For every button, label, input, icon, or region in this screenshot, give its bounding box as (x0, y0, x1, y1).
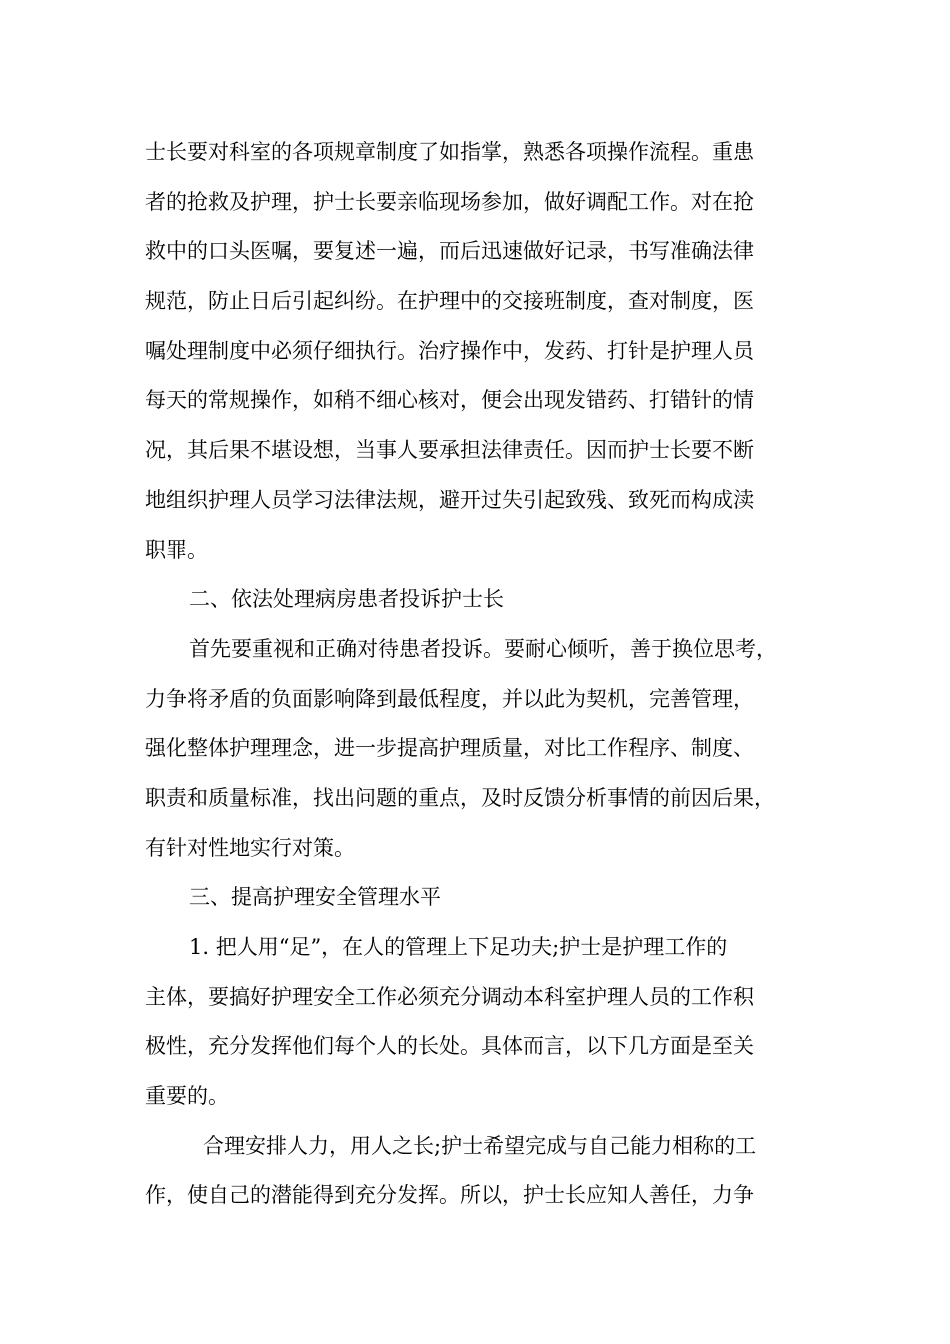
text-line: 规范，防止日后引起纠纷。在护理中的交接班制度，查对制度，医 (145, 289, 754, 314)
text-line: 合理安排人力，用人之长;护士希望完成与自己能力相称的工 (203, 1133, 757, 1158)
text-line: 职责和质量标准，找出问题的重点，及时反馈分析事情的前因后果， (145, 785, 775, 810)
text-line: 职罪。 (145, 537, 208, 562)
section-heading: 三、提高护理安全管理水平 (189, 885, 441, 910)
text-line: 力争将矛盾的负面影响降到最低程度，并以此为契机，完善管理， (145, 686, 754, 711)
text-line: 士长要对科室的各项规章制度了如指掌，熟悉各项操作流程。重患 (145, 140, 754, 164)
text-line: 况，其后果不堪设想，当事人要承担法律责任。因而护士长要不断 (145, 438, 754, 463)
text-line: 作，使自己的潜能得到充分发挥。所以，护士长应知人善任，力争 (145, 1183, 754, 1208)
text-line: 救中的口头医嘱，要复述一遍，而后迅速做好记录，书写准确法律 (145, 239, 754, 264)
text-line: 者的抢救及护理，护士长要亲临现场参加，做好调配工作。对在抢 (145, 189, 754, 214)
text-line: 主体，要搞好护理安全工作必须充分调动本科室护理人员的工作积 (145, 984, 754, 1009)
text-line: 地组织护理人员学习法律法规，避开过失引起致残、致死而构成渎 (145, 487, 754, 512)
text-line: 嘱处理制度中必须仔细执行。治疗操作中，发药、打针是护理人员 (145, 338, 754, 363)
text-line: 首先要重视和正确对待患者投诉。要耐心倾听，善于换位思考， (189, 636, 777, 661)
document-body (145, 128, 815, 1221)
text-line: 强化整体护理理念，进一步提高护理质量，对比工作程序、制度、 (145, 736, 754, 761)
text-line: 每天的常规操作，如稍不细心核对，便会出现发错药、打错针的情 (145, 388, 754, 413)
text-line: 重要的。 (145, 1084, 229, 1109)
text-line: 有针对性地实行对策。 (145, 835, 355, 860)
text-line: 极性，充分发挥他们每个人的长处。具体而言，以下几方面是至关 (145, 1034, 754, 1059)
list-item-line: 1. 把人用“足”，在人的管理上下足功夫;护士是护理工作的 (189, 935, 728, 959)
section-heading: 二、依法处理病房患者投诉护士长 (189, 587, 504, 612)
